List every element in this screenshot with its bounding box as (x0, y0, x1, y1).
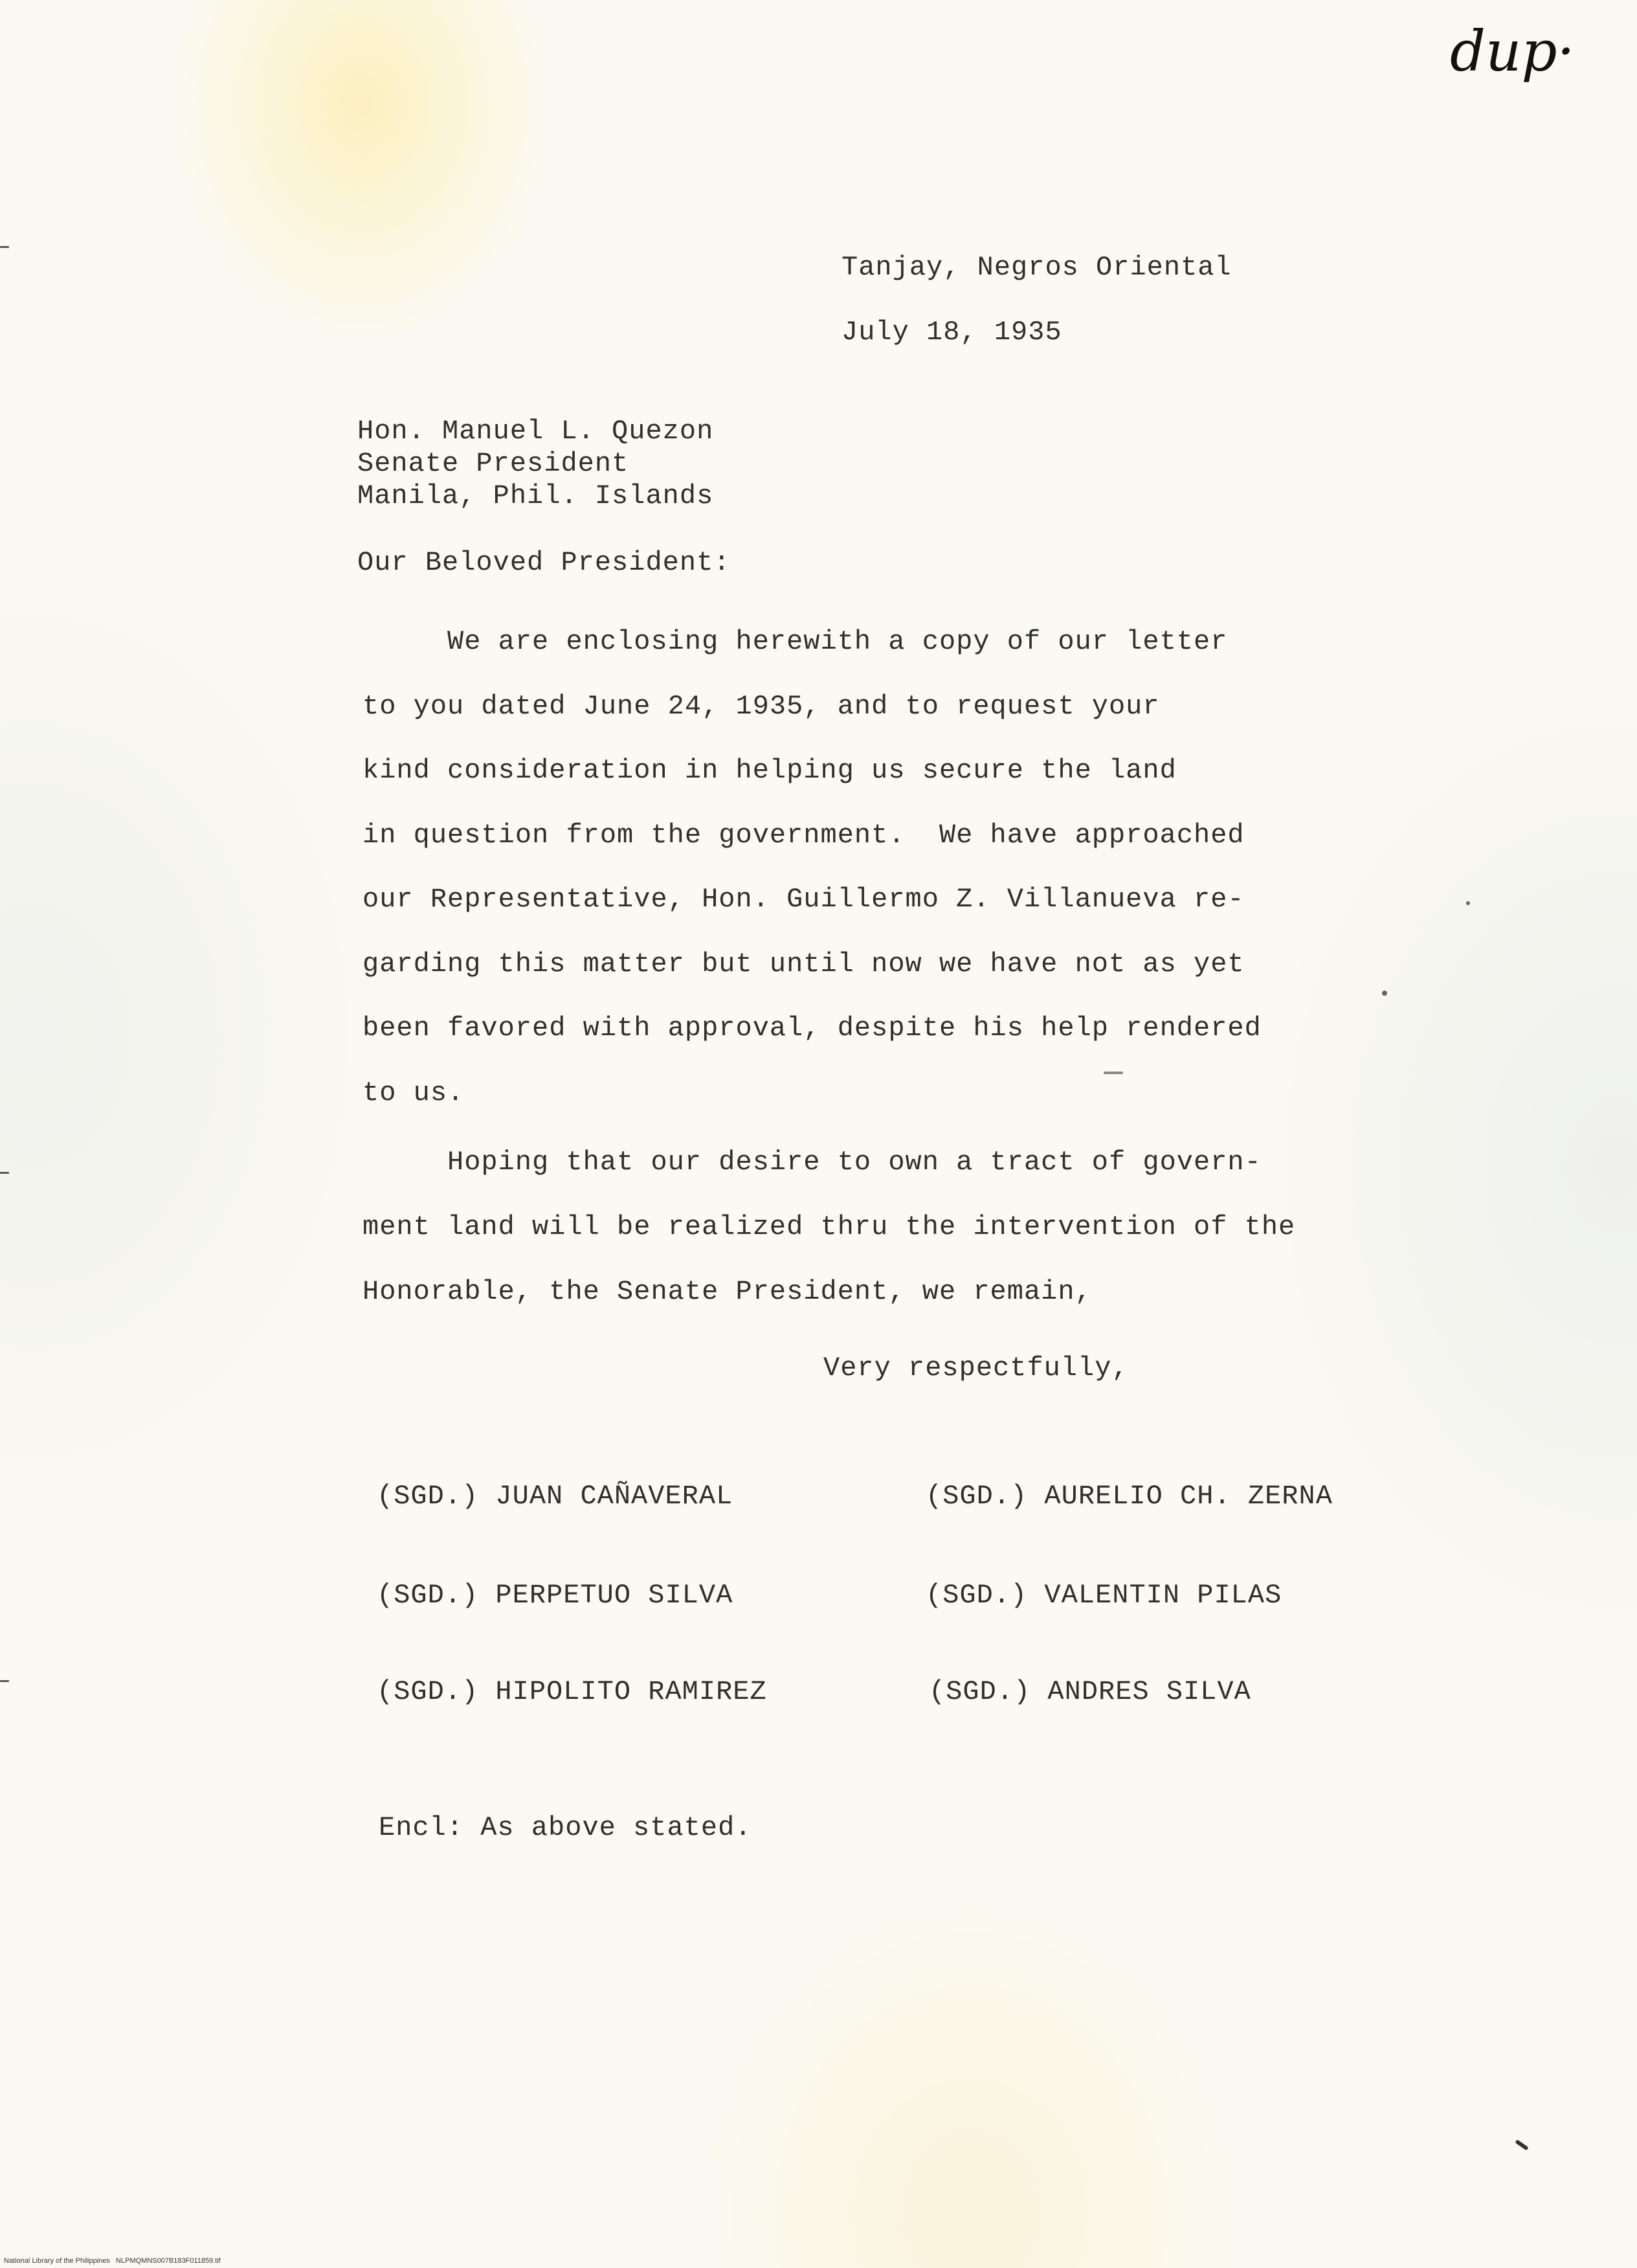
paper-speck (1382, 991, 1387, 996)
edge-mark (0, 246, 9, 248)
signatory: (SGD.) PERPETUO SILVA (377, 1580, 733, 1611)
signatory: (SGD.) VALENTIN PILAS (926, 1580, 1282, 1611)
addressee-title: Senate President (357, 448, 629, 479)
paper-speck (1466, 901, 1470, 905)
paragraph-line: Hoping that our desire to own a tract of govern- (362, 1147, 1262, 1178)
edge-mark (0, 1680, 9, 1682)
paragraph-line: to us. (362, 1077, 465, 1108)
signatory: (SGD.) AURELIO CH. ZERNA (926, 1481, 1333, 1512)
body-paragraph-2 (362, 1130, 1308, 1324)
addressee-name: Hon. Manuel L. Quezon (357, 416, 714, 447)
signatory: (SGD.) HIPOLITO RAMIREZ (377, 1676, 767, 1707)
paragraph-line: garding this matter but until now we have not as yet (362, 948, 1245, 980)
paragraph-line: to you dated June 24, 1935, and to request your (362, 690, 1160, 722)
paragraph-line: our Representative, Hon. Guillermo Z. Villanueva re- (362, 884, 1245, 915)
signatory: (SGD.) ANDRES SILVA (929, 1676, 1251, 1707)
edge-mark (0, 1172, 9, 1174)
paper-speck (1515, 2139, 1528, 2151)
paragraph-line: Honorable, the Senate President, we remain, (362, 1276, 1092, 1307)
salutation: Our Beloved President: (357, 547, 731, 578)
body-paragraph-1 (362, 610, 1308, 1125)
signatory: (SGD.) JUAN CAÑAVERAL (377, 1481, 733, 1512)
paragraph-line: ment land will be realized thru the intervention of the (362, 1211, 1296, 1242)
paragraph-line: kind consideration in helping us secure the land (362, 755, 1177, 786)
handwritten-note: dup· (1450, 19, 1575, 84)
closing: Very respectfully, (823, 1353, 1129, 1384)
letter-location: Tanjay, Negros Oriental (841, 252, 1232, 283)
paper-speck (1104, 1072, 1123, 1074)
paragraph-line: in question from the government. We have approached (362, 819, 1245, 851)
enclosure-note: Encl: As above stated. (379, 1812, 752, 1843)
letter-date: July 18, 1935 (841, 317, 1062, 348)
paragraph-line: We are enclosing herewith a copy of our letter (362, 626, 1228, 657)
addressee-address: Manila, Phil. Islands (357, 480, 714, 511)
archive-footer: National Library of the Philippines NLPMQMNS007B183F011859.tif (4, 2257, 221, 2265)
paragraph-line: been favored with approval, despite his help rendered (362, 1013, 1262, 1044)
